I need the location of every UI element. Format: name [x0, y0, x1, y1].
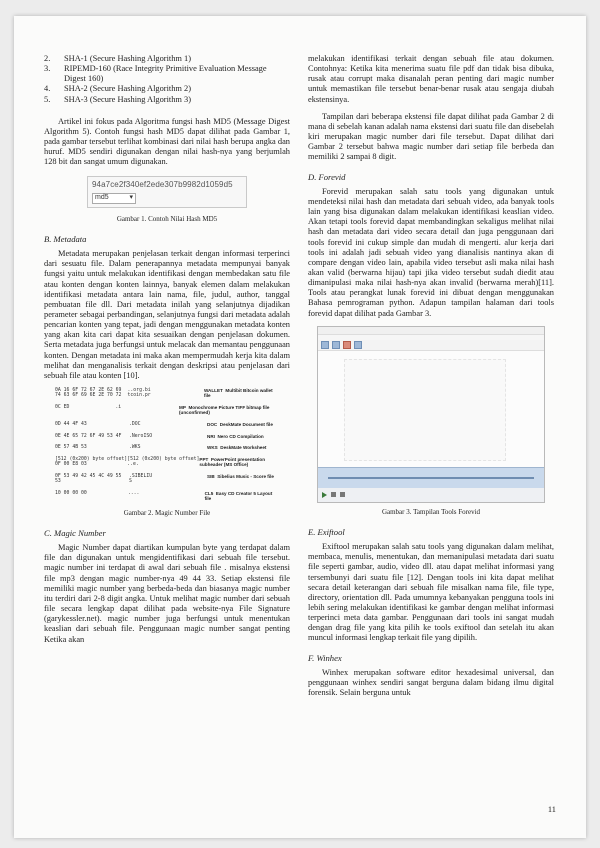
forevid-controls	[318, 488, 544, 502]
hash-type-select[interactable]	[92, 193, 136, 204]
section-heading-winhex: F. Winhex	[308, 652, 342, 663]
file-extension-tag: CL5	[204, 490, 214, 496]
magic-tag-cell	[199, 457, 279, 468]
magic-tag-cell	[207, 434, 264, 439]
table-row	[55, 491, 279, 502]
magic-hex-cell: 0E 4E 65 72 6F 49 53 4F	[55, 433, 122, 439]
table-row	[55, 457, 279, 468]
metadata-paragraph: Metadata merupakan penjelasan terkait dengan informasi terperinci dari sesuatu file. Dalam penerapannya metadata mempunyai banyak fungsi yaitu untuk melakukan identifikasi dengan membedakan satu file atau konten dengan konten lainnya, banyak elemen dalam melakukan identifikasi metadata antara lain nama, file, judul, author, tanggal pembuatan file dll. Dari metadata inilah yang selanjutnya dijadikan perameter sebagai perbandingan, selanjutnya fungsi dari metadata adalah pencarian konten yang tepat, jadi dengan menggunakan metadata konten yang akan kita cari dapat kita sesuaikan dengan penjelasan dokumen. Serta metadata juga berfungsi untuk melacak dan memantau penggunaan konten. Dengan metadata ini maka akan mempermudah kerja kita dalam melihat dan menganalisis terkait dengan deskripsi atau penjelasan dari sebuah file atau konten [10].	[44, 249, 290, 380]
play-icon	[322, 492, 327, 498]
table-row	[55, 422, 279, 427]
section-heading-magic-number: C. Magic Number	[44, 528, 106, 538]
magic-tag-cell	[207, 445, 266, 450]
file-type-description: PowerPoint presentation subheader (MS Office)	[199, 456, 266, 468]
file-extension-tag: PPT	[199, 456, 209, 462]
winhex-paragraph: Winhex merupakan software editor hexadesimal universal, dan penggunaan winhex sendiri sangat berguna dalam bidang ilmu digital forensik. Selain berguna untuk	[308, 667, 554, 698]
list-item: 2. SHA-1 (Secure Hashing Algorithm 1)	[44, 54, 192, 63]
table-row	[55, 434, 279, 439]
table-row	[55, 474, 279, 485]
section-heading-forevid: D. Forevid	[308, 171, 346, 182]
figure-3-forevid-screenshot	[317, 326, 545, 503]
hash-type-value: md5	[95, 194, 109, 202]
figure-3-caption: Gambar 3. Tampilan Tools Forevid	[381, 507, 481, 516]
list-item: 4. SHA-2 (Secure Hashing Algorithm 2)	[44, 84, 192, 94]
magic-hex-cell: 0D 44 4F 43	[55, 422, 87, 428]
file-type-description: Nero CD Compilation	[217, 433, 264, 439]
step-icon	[340, 492, 345, 497]
magic-hex-cell: 10 00 00 00	[55, 490, 87, 496]
file-extension-tag: WALLET	[203, 388, 223, 394]
file-type-description: Sibelius Music - Score file	[217, 473, 274, 479]
page-number: 11	[547, 805, 556, 814]
magic-ascii-cell: .NeroISO	[129, 433, 153, 439]
magic-tag-cell	[179, 405, 279, 416]
table-row	[55, 405, 279, 416]
list-item: 5. SHA-3 (Secure Hashing Algorithm 3)	[44, 94, 192, 104]
forevid-paragraph: Forevid merupakan salah satu tools yang digunakan untuk mendeteksi nilai hash dan metadata dari sebuah video, ada banyak tools lain yang bisa digunakan dalam melakukan identifikasi keaslian video. Akan tetapi tools forevid dapat membandingkan sekaligus melihat nilai hash dan metadata dari video secara detail dan juga penggunaan dari tools forevid ini cukup simple dan mudah di mengerti. alur kerja dari tools ini adalah jadi sebuah video yang dianalisis nantinya akan di compare dengan video lain, apabila video tersebut asli maka nilai hash akan valid (berwarna hijau) tapi jika video tersebut sudah diedit atau dimanipulasi maka nilai hash-nya akan invalid (berwarna merah)[11]. Tools atau perangkat lunak forevid ini dibuat dengan menggunakan Bahasa pemrograman python. Adapun tampilan halaman dari tools forevid dapat dilihat pada Gambar 3.	[308, 186, 554, 318]
magic-hex-cell: 0E 57 4B 53	[55, 445, 87, 451]
file-extension-tag: MP	[179, 405, 186, 411]
magic-hex-cell: 0F 53 49 42 45 4C 49 55 53	[55, 473, 122, 485]
file-type-description: Multibit Bitcoin wallet file	[203, 388, 273, 399]
hash-display	[87, 176, 247, 208]
record-icon	[343, 341, 351, 349]
magic-number-paragraph: Magic Number dapat diartikan kumpulan byte yang terdapat dalam file dan digunakan untuk mengidentifikasi dari sebuah file tersebut. magic number ini terdapat di awal dari sebuah file . misalnya ekstensi file mp3 dengan magic number-nya 49 44 33. Setiap ekstensi file memiliki magic number yang berbeda-beda dan biasanya magic number itu terdiri dari 2-8 digit angka. Untuk melihat magic number dari sebuah file secara lengkap dapat dilihat pada website-nya File Signature (garykessler.net). magic number juga berfungsi untuk menentukan keaslian dari sebuah file. Penggunaan magic number sangat penting Ketika akan	[44, 543, 290, 644]
magic-ascii-cell: .DOC	[129, 422, 141, 428]
file-type-description: Monochrome Picture TIFF bitmap file (unconfirmed)	[179, 405, 270, 416]
stop-icon	[331, 492, 336, 497]
figure-1	[44, 176, 290, 208]
section-heading-exiftool: E. Exiftool	[308, 526, 345, 537]
figure-1-caption: Gambar 1. Contoh Nilai Hash MD5	[116, 214, 218, 223]
figure-2-description-paragraph: Tampilan dari beberapa ekstensi file dapat dilihat pada Gambar 2 di mana di sebelah kanan adalah nama ekstensi dari suatu file dan disebelah kiri merupakan magic number dari file tersebut. Dapat dilihat dari Gambar 2 tersebut bahwa magic number dari setiap file berbeda dan memiliki 2 sampai 8 digit.	[308, 111, 554, 162]
hash-value: 94a7ce2f340ef2ede307b9982d1059d5	[92, 179, 233, 189]
forevid-workspace	[318, 351, 544, 467]
magic-hex-cell: [512 (0x200) byte offset] 0F 00 E8 03	[55, 456, 128, 468]
magic-ascii-cell: .i	[115, 405, 122, 411]
magic-tag-cell	[204, 388, 279, 399]
list-item: 3. RIPEMD-160 (Race Integrity Primitive Evaluation Message Digest 160)	[44, 64, 267, 84]
forevid-timeline	[318, 467, 544, 488]
magic-tag-cell	[207, 422, 273, 427]
file-type-description: DeskMate Document file	[219, 422, 273, 428]
file-extension-tag: DOC	[207, 422, 218, 428]
table-row	[55, 445, 279, 450]
figure-2-magic-number-table	[55, 388, 279, 502]
right-column	[308, 54, 554, 705]
figure-2-caption: Gambar 2. Magic Number File	[123, 508, 211, 517]
chevron-down-icon: ▾	[129, 194, 133, 202]
hash-algorithm-list	[44, 54, 290, 105]
file-type-description: Easy CD Creator 5 Layout file	[204, 490, 273, 502]
magic-ascii-cell: .SIBELIU S	[129, 473, 153, 485]
intro-paragraph: Artikel ini fokus pada Algoritma fungsi hash MD5 (Message Digest Algorithm 5). Contoh fungsi hash MD5 dapat dilihat pada Gambar 1, pada gambar tersebut terlihat kombinasi dari nilai hash berupa angka dan huruf. MD5 sendiri digunakan dengan nilai hash-nya yang berjumlah 128 bit dan sangat umum digunakan.	[44, 116, 290, 167]
magic-ascii-cell: [512 (0x200) byte offset] ..e.	[127, 456, 200, 468]
settings-icon	[354, 341, 362, 349]
magic-tag-cell	[207, 474, 274, 485]
continued-paragraph: melakukan identifikasi terkait dengan sebuah file atau dokumen. Contohnya: Ketika kita menerima suatu file pdf dan tidak bisa dibuka, rusak atau corrupt maka disanalah peran penting dari magic number untuk memastikan file tersebut benar-benar rusak atau sengaja diubah ekstensinya.	[308, 54, 554, 104]
forevid-video-area	[344, 359, 506, 461]
magic-ascii-cell: ..org.bi tcoin.pr	[127, 388, 151, 399]
file-extension-tag: SIB	[207, 473, 215, 479]
file-type-description: DeskMate Worksheet	[220, 445, 267, 451]
forevid-toolbar	[318, 340, 544, 351]
magic-ascii-cell: .WKS	[129, 445, 141, 451]
save-icon	[332, 341, 340, 349]
timeline-track	[328, 477, 534, 479]
section-heading-metadata: B. Metadata	[44, 233, 87, 244]
table-row	[55, 388, 279, 399]
left-column	[44, 54, 290, 652]
file-extension-tag: NRI	[207, 433, 215, 439]
paper-page	[14, 16, 586, 838]
exiftool-paragraph: Exiftool merupakan salah satu tools yang digunakan dalam melihat, membaca, menulis, menentukan, dan memanipulasi metadata dari suatu file seperti gambar, audio, video dll. atau dapat melihat informasi yang tersembunyi dari suatu file [12]. Dengan tools ini kita dapat melihat secara detail keterangan dari sebuah file misalkan nama file, file type, directory, orientation dll. Pada umumnya kebanyakan pengguna tools ini lebih sering melakukan identifikasi ke gambar dengan melihat informasi terperinci meta data gambar. Penggunaan dari tools ini sangat mudah dengan drag file yang kita pilih ke tools exiftool dan setelah itu akan muncul informasi lengkap terkait file yang dipilih.	[308, 542, 554, 643]
file-extension-tag: WKS	[207, 445, 218, 451]
magic-hex-cell: 0A 16 6F 72 67 2E 62 69 74 63 6F 69 6E 2E 70 72	[55, 388, 122, 399]
open-icon	[321, 341, 329, 349]
magic-tag-cell	[205, 491, 279, 502]
magic-hex-cell: 0C ED	[55, 405, 70, 411]
magic-ascii-cell: ....	[127, 490, 140, 496]
forevid-title-bar	[318, 327, 544, 335]
